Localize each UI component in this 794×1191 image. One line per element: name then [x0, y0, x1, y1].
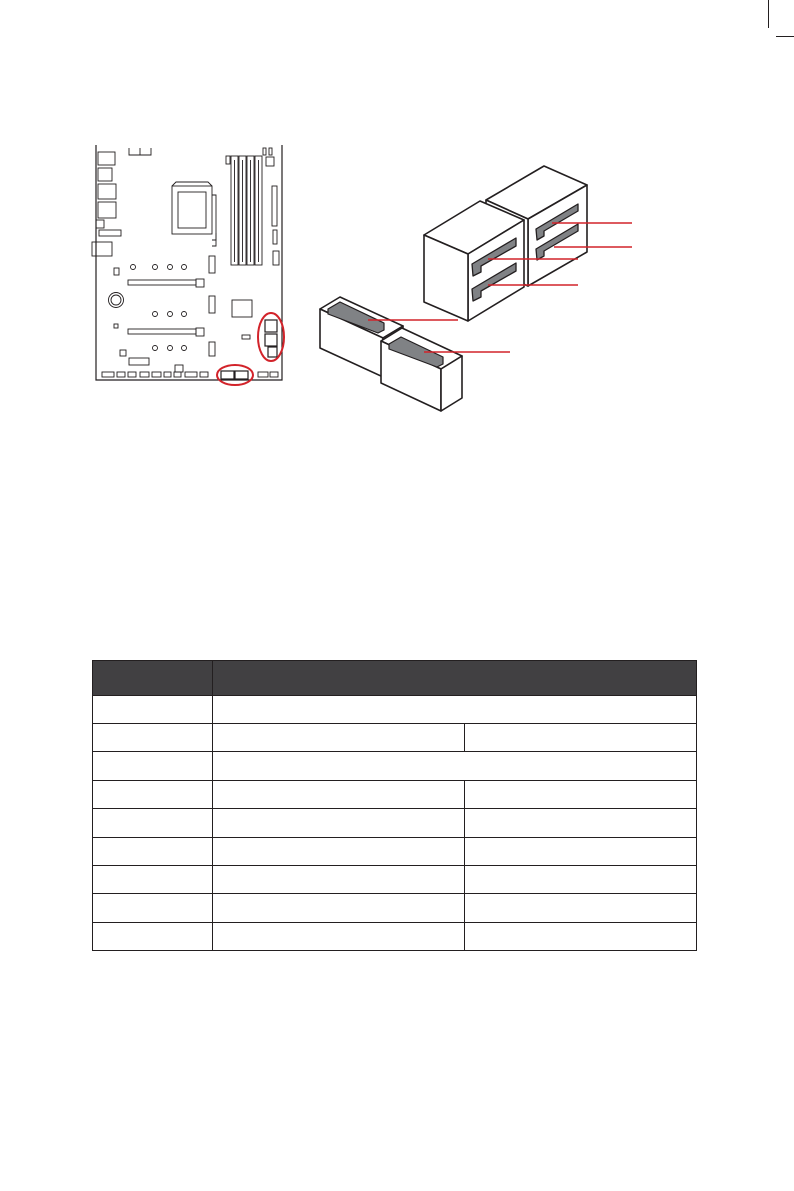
table-cell — [213, 809, 465, 837]
table-row — [93, 696, 697, 724]
table-row — [93, 865, 697, 893]
table-cell — [465, 837, 697, 865]
table-cell — [93, 724, 213, 752]
table-header-cell — [93, 661, 213, 696]
table-row — [93, 780, 697, 808]
table-cell — [213, 752, 697, 780]
table-cell — [93, 696, 213, 724]
stacked-sata-connectors — [424, 166, 587, 321]
table-cell — [93, 809, 213, 837]
table-cell — [213, 922, 465, 950]
table-cell — [93, 865, 213, 893]
table-row — [93, 922, 697, 950]
spec-table — [92, 660, 697, 951]
table-cell — [465, 922, 697, 950]
table-row — [93, 894, 697, 922]
table-row — [93, 837, 697, 865]
table-cell — [213, 780, 465, 808]
table-header-row — [93, 661, 697, 696]
table-cell — [465, 724, 697, 752]
table-cell — [213, 724, 465, 752]
table-cell — [465, 894, 697, 922]
table-row — [93, 752, 697, 780]
table-cell — [465, 809, 697, 837]
table-cell — [213, 696, 697, 724]
table-cell — [465, 780, 697, 808]
table-header-cell — [213, 661, 697, 696]
flat-sata-connectors — [320, 297, 462, 411]
table-cell — [213, 865, 465, 893]
table-cell — [93, 752, 213, 780]
table-row — [93, 809, 697, 837]
motherboard-illustration — [92, 145, 282, 380]
table-cell — [213, 894, 465, 922]
table-cell — [93, 780, 213, 808]
table-row — [93, 724, 697, 752]
table-cell — [93, 837, 213, 865]
table-cell — [93, 894, 213, 922]
table-cell — [213, 837, 465, 865]
table-cell — [93, 922, 213, 950]
table-cell — [465, 865, 697, 893]
